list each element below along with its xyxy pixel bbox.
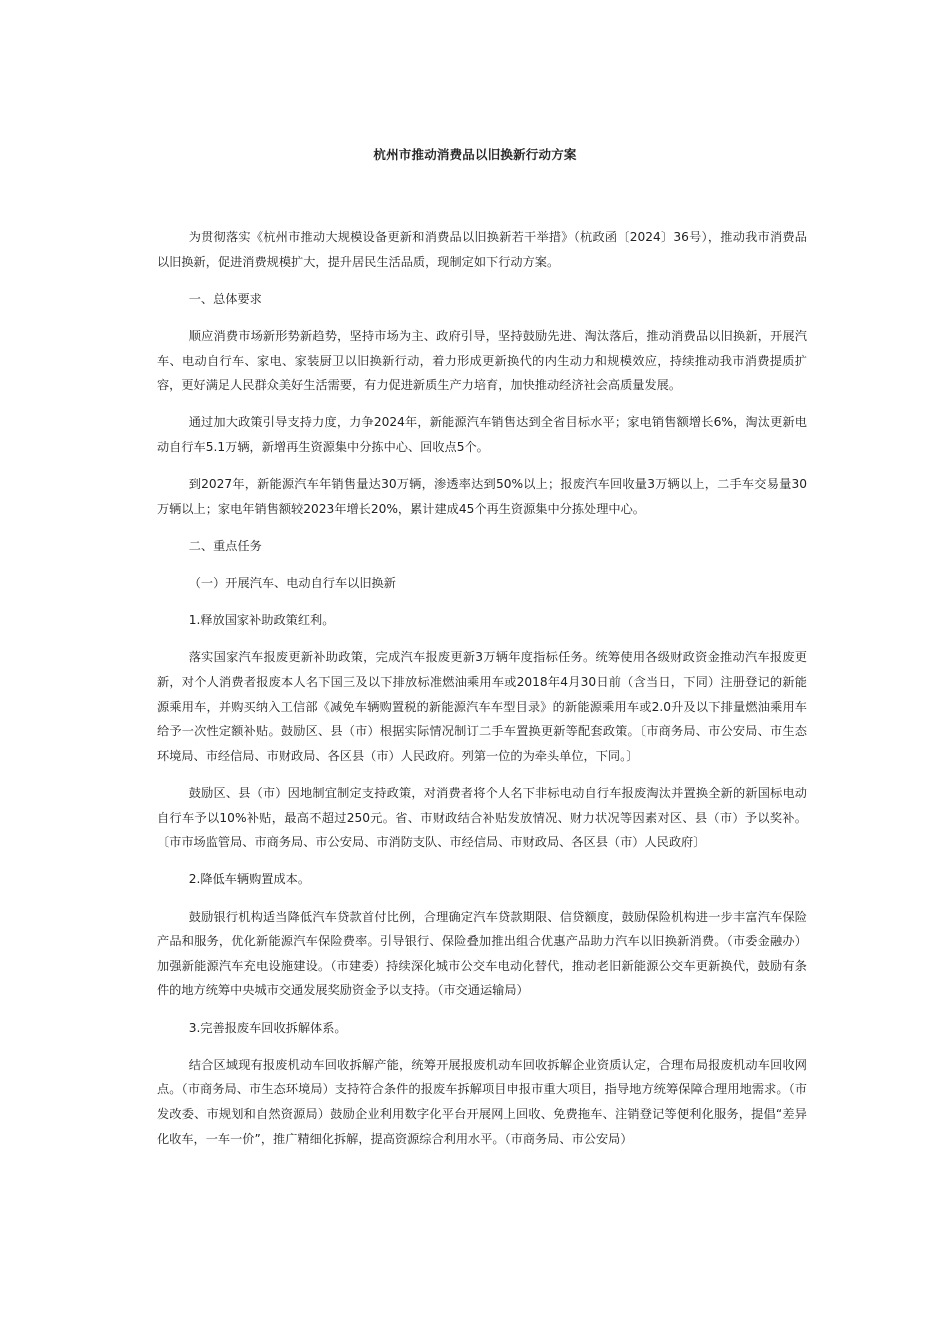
document-title: 杭州市推动消费品以旧换新行动方案 <box>373 147 577 162</box>
body-paragraph: 落实国家汽车报废更新补助政策，完成汽车报废更新3万辆年度指标任务。统筹使用各级财政资金推动汽车报废更新，对个人消费者报废本人名下国三及以下排放标准燃油乘用车或2018年4月30日前（含当日，下同）注册登记的新能源乘用车，并购买纳入工信部《减免车辆购置税的新能源汽车车型目录》的新能源乘用车或2.0升及以下排量燃油乘用车给予一次性定额补贴。鼓励区、县（市）根据实际情况制订二手车置换更新等配套政策。〔市商务局、市公安局、市生态环境局、市经信局、市财政局、各区县（市）人民政府。列第一位的为牵头单位，下同。〕 <box>157 650 807 763</box>
body-paragraph: 结合区域现有报废机动车回收拆解产能，统筹开展报废机动车回收拆解企业资质认定，合理布局报废机动车回收网点。（市商务局、市生态环境局）支持符合条件的报废车拆解项目申报市重大项目，指导地方统筹保障合理用地需求。（市发改委、市规划和自然资源局）鼓励企业利用数字化平台开展网上回收、免费拖车、注销登记等便利化服务，提倡“差异化收车，一车一价”，推广精细化拆解，提高资源综合利用水平。（市商务局、市公安局） <box>157 1057 807 1146</box>
body-paragraph: 到2027年，新能源汽车年销售量达30万辆，渗透率达到50%以上；报废汽车回收量3万辆以上，二手车交易量30万辆以上；家电年销售额较2023年增长20%，累计建成45个再生资源集中分拣处理中心。 <box>157 477 807 516</box>
body-paragraph: 通过加大政策引导支持力度，力争2024年，新能源汽车销售达到全省目标水平；家电销售额增长6%，淘汰更新电动自行车5.1万辆，新增再生资源集中分拣中心、回收点5个。 <box>157 415 807 454</box>
body-paragraph: 鼓励区、县（市）因地制宜制定支持政策，对消费者将个人名下非标电动自行车报废淘汰并置换全新的新国标电动自行车予以10%补贴，最高不超过250元。省、市财政结合补贴发放情况、财力状况等因素对区、县（市）予以奖补。〔市市场监管局、市商务局、市公安局、市消防支队、市经信局、市财政局、各区县（市）人民政府〕 <box>157 786 807 850</box>
subsection-heading: （一）开展汽车、电动自行车以旧换新 <box>188 576 396 591</box>
section-heading-key-tasks: 二、重点任务 <box>188 538 262 553</box>
body-paragraph: 顺应消费市场新形势新趋势，坚持市场为主、政府引导，坚持鼓励先进、淘汰落后，推动消费品以旧换新，开展汽车、电动自行车、家电、家装厨卫以旧换新行动，着力形成更新换代的内生动力和规模效应，持续推动我市消费提质扩容，更好满足人民群众美好生活需要，有力促进新质生产力培育，加快推动经济社会高质量发展。 <box>157 328 807 393</box>
section-heading-general-requirements: 一、总体要求 <box>188 291 262 306</box>
document-body <box>157 225 807 1151</box>
item-heading: 1.释放国家补助政策红利。 <box>188 613 335 628</box>
body-paragraph: 鼓励银行机构适当降低汽车贷款首付比例，合理确定汽车贷款期限、信贷额度，鼓励保险机构进一步丰富汽车保险产品和服务，优化新能源汽车保险费率。引导银行、保险叠加推出组合优惠产品助力汽车以旧换新消费。（市委金融办）加强新能源汽车充电设施建设。（市建委）持续深化城市公交车电动化替代，推动老旧新能源公交车更新换代，鼓励有条件的地方统筹中央城市交通发展奖励资金予以支持。（市交通运输局） <box>157 909 807 998</box>
intro-paragraph: 为贯彻落实《杭州市推动大规模设备更新和消费品以旧换新若干举措》（杭政函〔2024〕36号），推动我市消费品以旧换新，促进消费规模扩大，提升居民生活品质，现制定如下行动方案。 <box>157 230 807 269</box>
item-heading: 2.降低车辆购置成本。 <box>188 872 311 887</box>
item-heading: 3.完善报废车回收拆解体系。 <box>188 1020 347 1035</box>
